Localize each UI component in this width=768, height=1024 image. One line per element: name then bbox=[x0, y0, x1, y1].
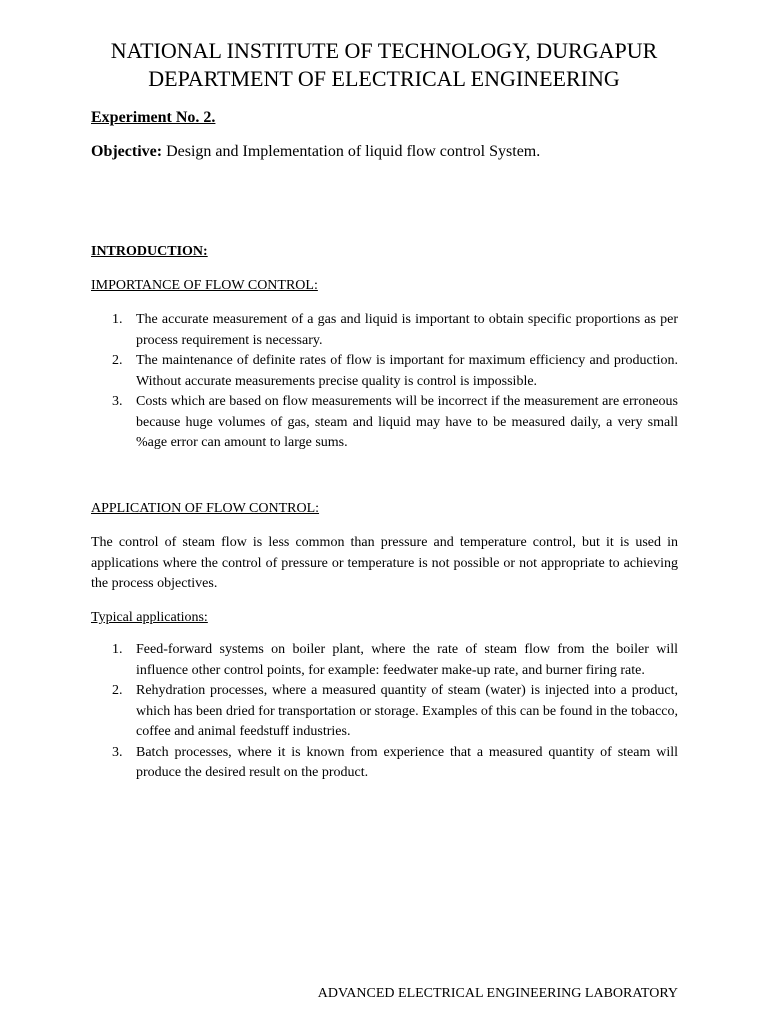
experiment-number: Experiment No. 2. bbox=[91, 109, 216, 126]
objective-label: Objective: bbox=[91, 143, 163, 160]
typical-applications-heading: Typical applications: bbox=[91, 610, 208, 625]
page-footer: ADVANCED ELECTRICAL ENGINEERING LABORATORY bbox=[317, 986, 678, 1001]
list-item bbox=[91, 310, 678, 351]
list-text: The accurate measurement of a gas and liquid is important to obtain specific proportions as per process requirement is necessary. bbox=[136, 312, 678, 348]
list-item bbox=[91, 640, 678, 681]
application-paragraph: The control of steam flow is less common than pressure and temperature control, but it is used in applications where the control of pressure or temperature is not possible or not appropriate to achieving the process objectives. bbox=[91, 535, 678, 591]
department-title: DEPARTMENT OF ELECTRICAL ENGINEERING bbox=[148, 66, 620, 91]
list-number: 2. bbox=[112, 683, 123, 698]
page-header bbox=[0, 37, 768, 93]
list-text: Costs which are based on flow measurements will be incorrect if the measurement are erroneous because huge volumes of gas, steam and liquid may have to be measured daily, a very small %age error can amount to large sums. bbox=[136, 394, 678, 450]
list-text: Rehydration processes, where a measured quantity of steam (water) is injected into a product, which has been dried for transportation or storage. Examples of this can be found in the tobacco, coffee and animal feedstuff industries. bbox=[136, 683, 678, 739]
importance-list bbox=[91, 310, 678, 454]
list-text: Batch processes, where it is known from experience that a measured quantity of steam will produce the desired result on the product. bbox=[136, 744, 678, 780]
typical-applications-list bbox=[91, 640, 678, 784]
list-item bbox=[91, 351, 678, 392]
importance-heading: IMPORTANCE OF FLOW CONTROL: bbox=[91, 278, 318, 293]
list-number: 1. bbox=[112, 642, 123, 657]
application-heading: APPLICATION OF FLOW CONTROL: bbox=[91, 501, 320, 516]
objective bbox=[91, 141, 540, 163]
list-number: 2. bbox=[112, 353, 123, 368]
list-number: 1. bbox=[112, 312, 123, 327]
introduction-heading: INTRODUCTION: bbox=[91, 244, 208, 259]
objective-text: Design and Implementation of liquid flow control System. bbox=[162, 143, 541, 160]
list-text: Feed-forward systems on boiler plant, where the rate of steam flow from the boiler will influence other control points, for example: feedwater make-up rate, and burner firing rate. bbox=[136, 642, 678, 678]
list-text: The maintenance of definite rates of flow is important for maximum efficiency and production. Without accurate measurements precise quality is control is impossible. bbox=[136, 353, 678, 389]
list-number: 3. bbox=[112, 394, 123, 409]
institute-title: NATIONAL INSTITUTE OF TECHNOLOGY, DURGAPUR bbox=[110, 38, 658, 63]
list-item bbox=[91, 681, 678, 743]
list-number: 3. bbox=[112, 744, 123, 760]
list-item bbox=[91, 743, 678, 784]
list-item bbox=[91, 392, 678, 454]
